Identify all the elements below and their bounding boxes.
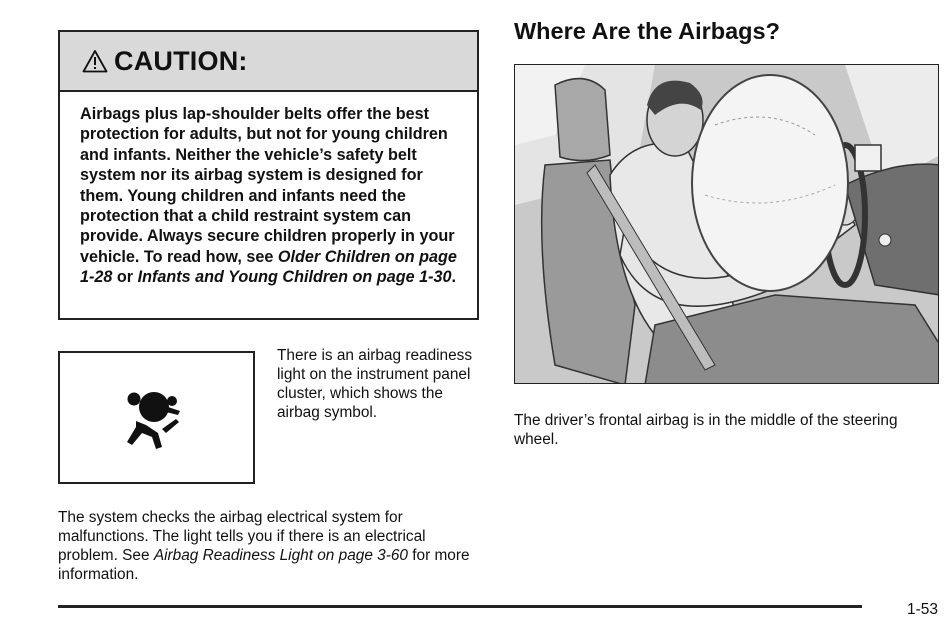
caution-end: . — [451, 268, 456, 287]
section-title: Where Are the Airbags? — [514, 18, 780, 44]
airbag-illustration — [514, 64, 939, 384]
system-text-after: for more information. — [58, 547, 470, 583]
caution-ref-infants: Infants and Young Children on page 1-30 — [137, 268, 452, 287]
caution-heading: CAUTION: — [114, 45, 248, 76]
caution-ref-older-children: Older Children on page 1-28 — [80, 247, 457, 287]
footer-rule — [58, 605, 862, 608]
page-number: 1-53 — [907, 601, 939, 618]
caution-connector: or — [112, 268, 138, 287]
warning-triangle-icon — [82, 49, 108, 73]
caution-main-text: Airbags plus lap-shoulder belts offer the best protection for adults, but not for young children and infants. Neither the vehicle’s safety belt system nor its airbag system is designed for them. Young children and infants need the protection that a child restraint system can provide. Always secure children properly in your vehicle. To read how, see — [80, 105, 455, 266]
readiness-light-text: There is an airbag readiness light on the instrument panel cluster, which shows the airbag symbol. — [277, 347, 473, 421]
caution-box — [58, 30, 479, 320]
readiness-light-reference: Airbag Readiness Light on page 3-60 — [153, 547, 408, 564]
airbag-symbol-box — [58, 351, 255, 484]
illustration-caption: The driver’s frontal airbag is in the middle of the steering wheel. — [514, 412, 898, 448]
caution-header — [60, 32, 477, 92]
airbag-readiness-symbol-icon — [122, 389, 192, 451]
system-check-text — [58, 508, 478, 584]
caution-text — [60, 92, 477, 288]
driver-airbag-illustration-image — [515, 65, 939, 384]
system-text-before: The system checks the airbag electrical system for malfunctions. The light tells you if there is an electrical problem. See — [58, 509, 426, 564]
